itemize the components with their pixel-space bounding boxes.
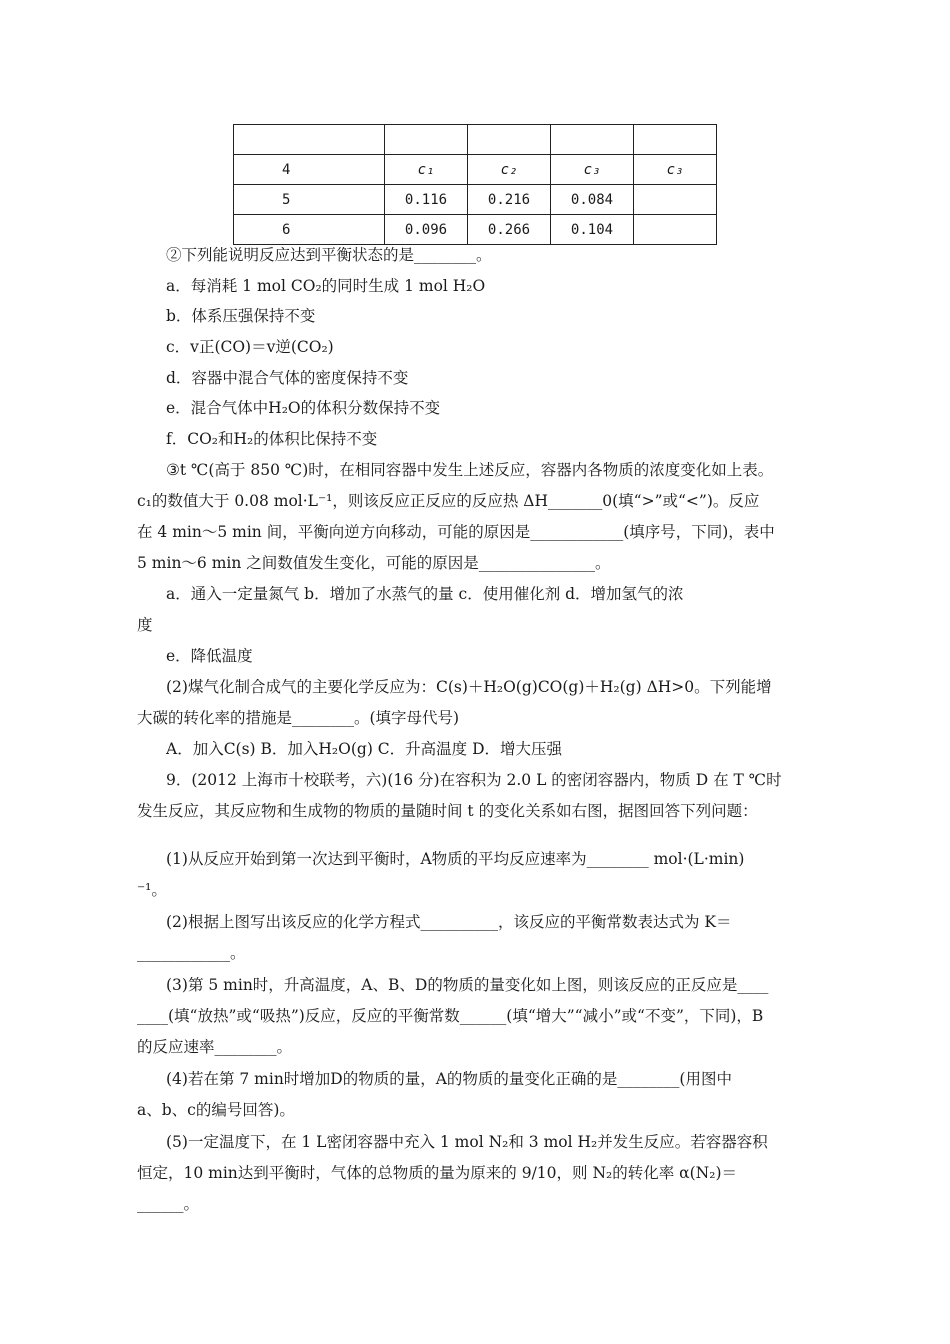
text-line: 度 [137, 616, 153, 634]
table-cell: c₃ [634, 155, 717, 185]
text-line: a．通入一定量氮气 b．增加了水蒸气的量 c．使用催化剂 d．增加氢气的浓 [166, 585, 684, 603]
text-line: 9．(2012 上海市十校联考，六)(16 分)在容积为 2.0 L 的密闭容器内，物质 D 在 T ℃时 [166, 771, 782, 789]
table-cell [634, 125, 717, 155]
table-row [234, 125, 717, 155]
table-cell: c₁ [385, 155, 468, 185]
table-row [234, 215, 717, 245]
table-row [234, 185, 717, 215]
text-line: ⁻¹。 [137, 881, 167, 899]
concentration-table [233, 124, 717, 245]
text-line: 大碳的转化率的措施是________。(填字母代号) [137, 709, 460, 727]
table-cell: 0.266 [468, 215, 551, 245]
text-line: 发生反应，其反应物和生成物的物质的量随时间 t 的变化关系如右图，据图回答下列问题： [137, 802, 758, 820]
text-line: 在 4 min～5 min 间，平衡向逆方向移动，可能的原因是____________(填序号，下同)，表中 [137, 523, 775, 541]
text-line: (2)煤气化制合成气的主要化学反应为：C(s)＋H₂O(g)CO(g)＋H₂(g) ΔH>0。下列能增 [166, 678, 772, 696]
table-cell: 0.096 [385, 215, 468, 245]
text-line: c₁的数值大于 0.08 mol·L⁻¹，则该反应正反应的反应热 ΔH_______0(填“>”或“<”)。反应 [137, 492, 760, 510]
table-cell [385, 125, 468, 155]
table-cell [634, 185, 717, 215]
text-line: f．CO₂和H₂的体积比保持不变 [166, 430, 378, 448]
table-cell: 0.084 [551, 185, 634, 215]
text-line: ____(填“放热”或“吸热”)反应，反应的平衡常数______(填“增大”“减小”或“不变”，下同)，B [137, 1007, 764, 1025]
table-cell: 5 [234, 185, 385, 215]
table-cell: c₃ [551, 155, 634, 185]
text-line: (2)根据上图写出该反应的化学方程式__________，该反应的平衡常数表达式为 K＝ [166, 913, 732, 931]
text-line: A．加入C(s) B．加入H₂O(g) C．升高温度 D．增大压强 [166, 740, 563, 758]
table-cell: c₂ [468, 155, 551, 185]
text-line: (1)从反应开始到第一次达到平衡时，A物质的平均反应速率为________ mol·(L·min) [166, 850, 745, 868]
text-line: 的反应速率________。 [137, 1038, 293, 1056]
text-line: ③t ℃(高于 850 ℃)时，在相同容器中发生上述反应，容器内各物质的浓度变化如上表。 [166, 461, 774, 479]
text-line: e．混合气体中H₂O的体积分数保持不变 [166, 399, 441, 417]
table-cell [551, 125, 634, 155]
table-cell [468, 125, 551, 155]
text-line: e．降低温度 [166, 647, 253, 665]
text-line: ②下列能说明反应达到平衡状态的是________。 [166, 246, 492, 264]
text-line: (4)若在第 7 min时增加D的物质的量，A的物质的量变化正确的是________(用图中 [166, 1070, 732, 1088]
text-line: (3)第 5 min时，升高温度，A、B、D的物质的量变化如上图，则该反应的正反应是____ [166, 976, 769, 994]
table-row [234, 155, 717, 185]
table-cell: 0.216 [468, 185, 551, 215]
text-line: d．容器中混合气体的密度保持不变 [166, 369, 409, 387]
text-line: 5 min～6 min 之间数值发生变化，可能的原因是_______________。 [137, 554, 611, 572]
table-cell: 0.116 [385, 185, 468, 215]
text-line: ____________。 [137, 944, 246, 962]
table-cell [234, 125, 385, 155]
table-cell: 4 [234, 155, 385, 185]
text-line: 恒定，10 min达到平衡时，气体的总物质的量为原来的 9/10，则 N₂的转化率 α(N₂)＝ [137, 1164, 737, 1182]
text-line: a、b、c的编号回答)。 [137, 1101, 295, 1119]
text-line: ______。 [137, 1195, 200, 1213]
text-line: (5)一定温度下，在 1 L密闭容器中充入 1 mol N₂和 3 mol H₂并发生反应。若容器容积 [166, 1133, 768, 1151]
text-line: c．v正(CO)＝v逆(CO₂) [166, 338, 334, 356]
table-cell: 6 [234, 215, 385, 245]
table-cell [634, 215, 717, 245]
text-line: b．体系压强保持不变 [166, 307, 316, 325]
table-cell: 0.104 [551, 215, 634, 245]
text-line: a．每消耗 1 mol CO₂的同时生成 1 mol H₂O [166, 277, 486, 295]
